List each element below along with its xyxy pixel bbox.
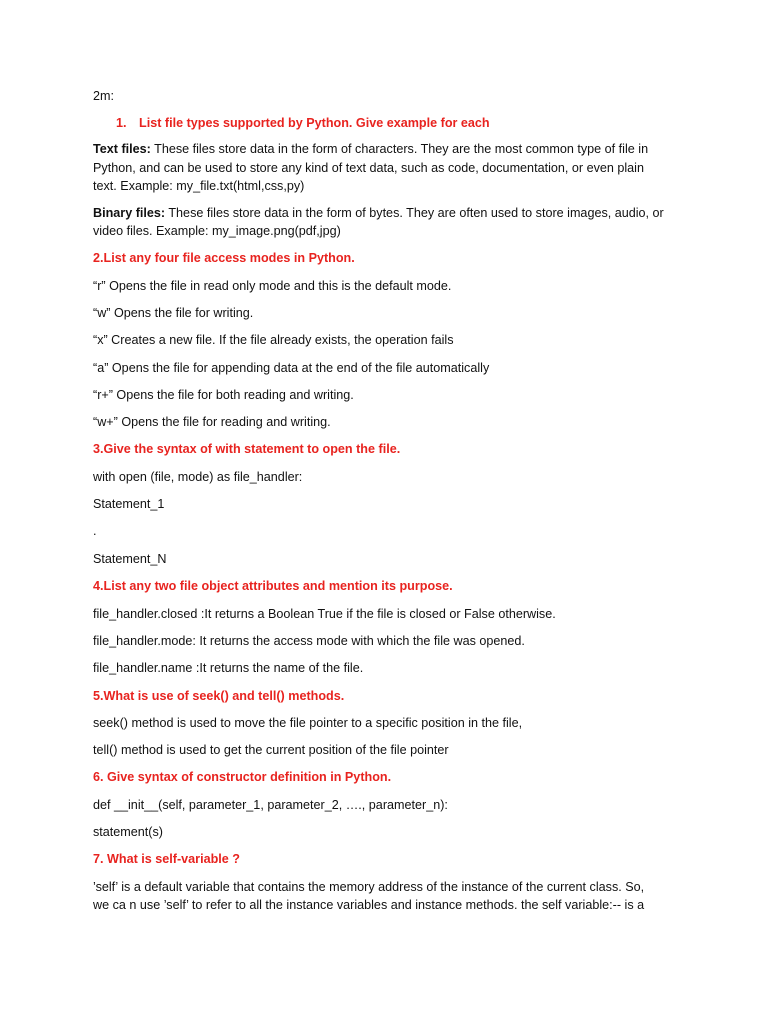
question-4: 4.List any two file object attributes and mention its purpose. [93, 579, 453, 593]
text-files-line-1: Text files: These files store data in the form of characters. They are the most common type of file in [93, 142, 649, 156]
with-syntax-line-2: Statement_1 [93, 497, 165, 511]
with-syntax-line-1: with open (file, mode) as file_handler: [93, 470, 303, 484]
attribute-name: file_handler.name :It returns the name of the file. [93, 661, 364, 675]
with-syntax-line-3: . [93, 524, 97, 538]
seek-answer: seek() method is used to move the file pointer to a specific position in the file, [93, 716, 523, 730]
attribute-closed: file_handler.closed :It returns a Boolean True if the file is closed or False otherwise. [93, 607, 556, 621]
question-3: 3.Give the syntax of with statement to open the file. [93, 442, 401, 456]
question-6: 6. Give syntax of constructor definition in Python. [93, 770, 392, 784]
access-mode-r-plus: “r+” Opens the file for both reading and writing. [93, 388, 354, 402]
question-1-number: 1. [116, 116, 127, 130]
access-mode-a: “a” Opens the file for appending data at the end of the file automatically [93, 361, 490, 375]
question-7: 7. What is self-variable ? [93, 852, 240, 866]
constructor-syntax-line-1: def __init__(self, parameter_1, parameter_2, …., parameter_n): [93, 798, 448, 812]
question-1 [116, 114, 490, 132]
question-5: 5.What is use of seek() and tell() methods. [93, 689, 345, 703]
text-files-label: Text files: [93, 142, 151, 156]
question-2: 2.List any four file access modes in Python. [93, 251, 355, 265]
with-syntax-line-4: Statement_N [93, 552, 167, 566]
constructor-syntax-line-2: statement(s) [93, 825, 163, 839]
text-files-line-3: text. Example: my_file.txt(html,css,py) [93, 179, 305, 193]
access-mode-x: “x” Creates a new file. If the file already exists, the operation fails [93, 333, 454, 347]
access-mode-w-plus: “w+” Opens the file for reading and writing. [93, 415, 331, 429]
binary-files-label: Binary files: [93, 206, 166, 220]
question-1-text: List file types supported by Python. Give example for each [139, 116, 490, 130]
marks-heading: 2m: [93, 89, 114, 103]
attribute-mode: file_handler.mode: It returns the access mode with which the file was opened. [93, 634, 525, 648]
tell-answer: tell() method is used to get the current position of the file pointer [93, 743, 449, 757]
access-mode-w: “w” Opens the file for writing. [93, 306, 254, 320]
self-answer-line-1: ’self’ is a default variable that contains the memory address of the instance of the current class. So, [93, 880, 645, 894]
access-mode-r: “r” Opens the file in read only mode and this is the default mode. [93, 279, 452, 293]
self-answer-line-2: we ca n use ’self’ to refer to all the instance variables and instance methods. the self variable:-- is a [93, 898, 645, 912]
binary-files-line-1: Binary files: These files store data in the form of bytes. They are often used to store images, audio, or [93, 206, 664, 220]
binary-files-line-2: video files. Example: my_image.png(pdf,jpg) [93, 224, 341, 238]
text-files-line-2: Python, and can be used to store any kind of text data, such as code, documentation, or even plain [93, 161, 644, 175]
